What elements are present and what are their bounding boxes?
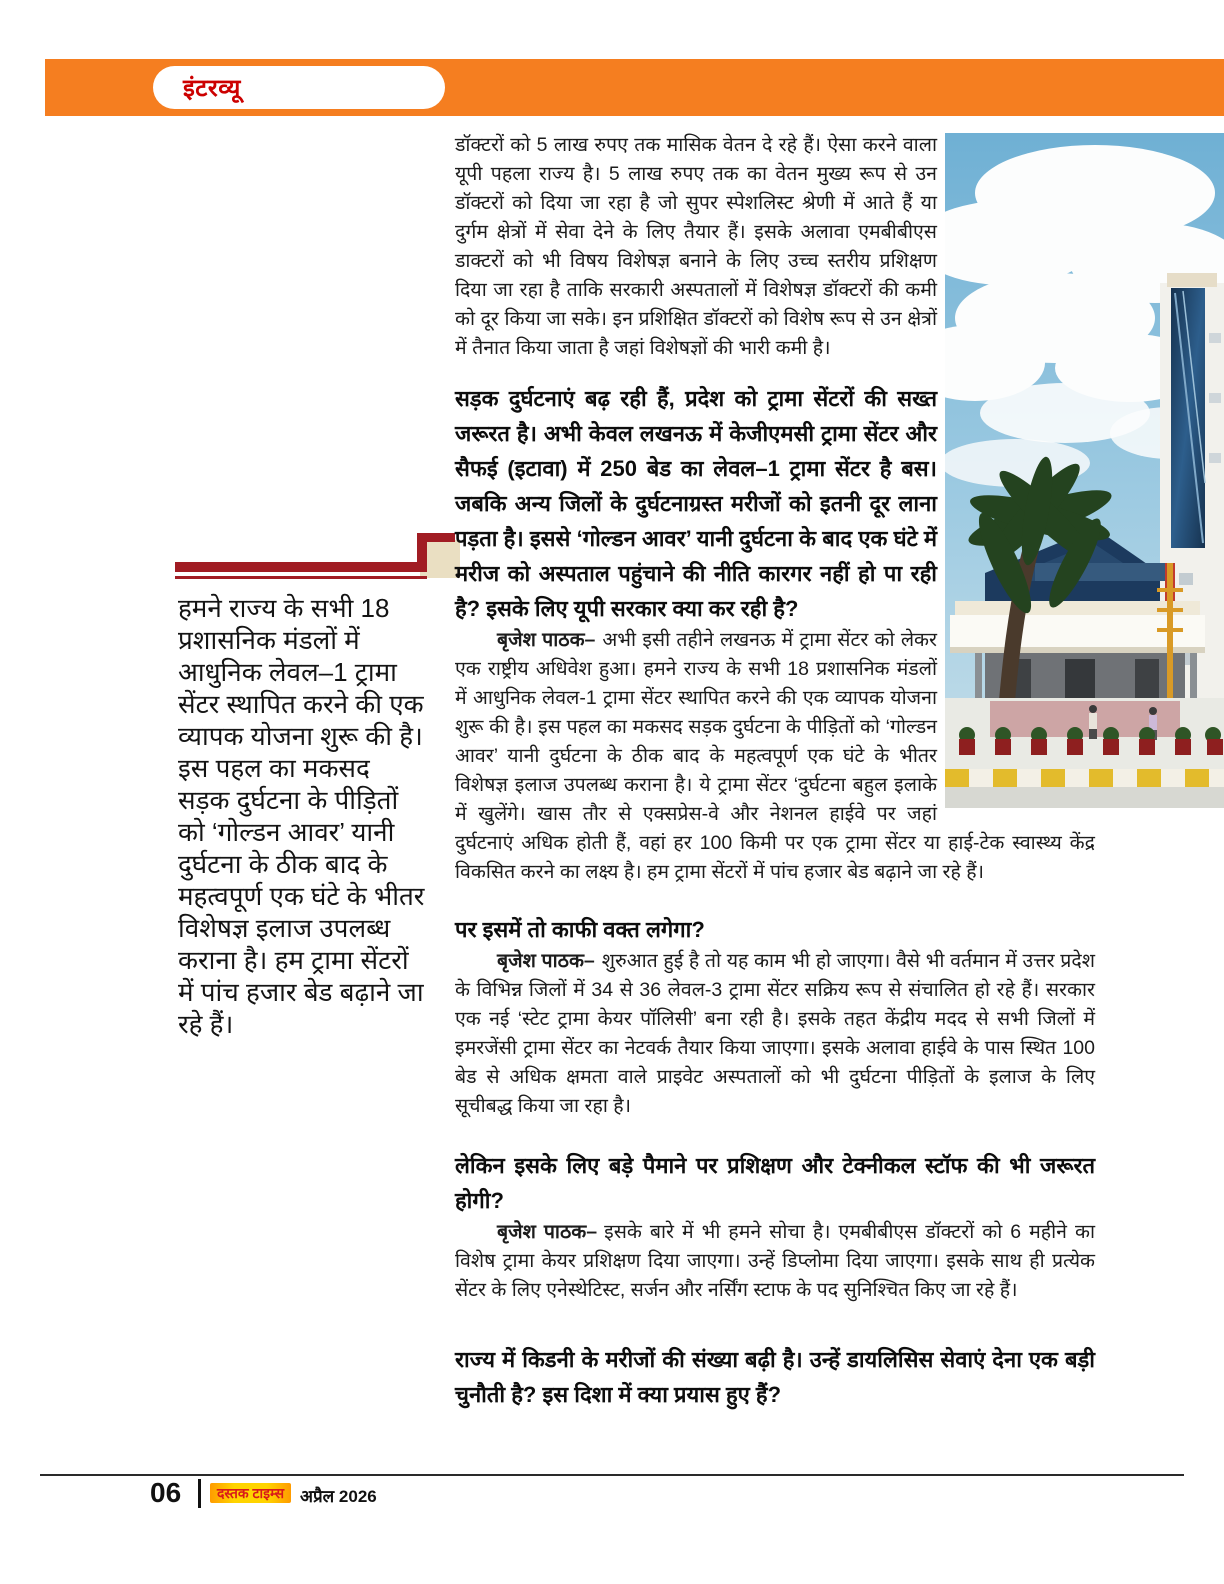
- footer-divider: [198, 1479, 201, 1508]
- pull-quote-text: हमने राज्य के सभी 18 प्रशासनिक मंडलों में आधुनिक लेवल–1 ट्रामा सेंटर स्थापित करने की एक व्यापक योजना शुरू की है। इस पहल का मकसद सड़क दुर्घटना के पीड़ितों को ‘गोल्डन आवर’ यानी दुर्घटना के ठीक बाद के महत्वपूर्ण एक घंटे के भीतर विशेषज्ञ इलाज उपलब्ध कराना है। हम ट्रामा सेंटरों में पांच हजार बेड बढ़ाने जा रहे हैं।: [178, 593, 425, 1039]
- pull-quote-rule-thick: [175, 562, 427, 572]
- question-3: लेकिन इसके लिए बड़े पैमाने पर प्रशिक्षण और टेक्नीकल स्टॉफ की भी जरूरत होगी?: [455, 1153, 1095, 1213]
- section-tag-label: इंटरव्यू: [183, 75, 241, 102]
- speaker-name: बृजेश पाठक–: [497, 950, 595, 972]
- section-tag-pill: [153, 66, 445, 109]
- answer-3: [455, 1218, 1095, 1305]
- footer-issue-date: अप्रैल 2026: [300, 1487, 377, 1506]
- speaker-name: बृजेश पाठक–: [497, 1221, 598, 1243]
- magazine-logo: [210, 1483, 291, 1503]
- question-4: राज्य में किडनी के मरीजों की संख्या बढ़ी है। उन्हें डायलिसिस सेवाएं देना एक बड़ी चुनौती है? इस दिशा में क्या प्रयास हुए हैं?: [455, 1347, 1095, 1407]
- answer-2-text: शुरुआत हुई है तो यह काम भी हो जाएगा। वैसे भी वर्तमान में उत्तर प्रदेश के विभिन्न जिलों में 34 से 36 लेवल-3 ट्रामा सेंटर सक्रिय रूप से संचालित हो रहे हैं। सरकार एक नई ‘स्टेट ट्रामा केयर पॉलिसी’ बना रही है। इसके तहत केंद्रीय मदद से सभी जिलों में इमरजेंसी ट्रामा सेंटर का नेटवर्क तैयार किया जाएगा। इसके अलावा हाईवे के पास स्थित 100 बेड से अधिक क्षमता वाले प्राइवेट अस्पतालों को भी दुर्घटना पीड़ितों के इलाज के लिए सूचीबद्ध किया जा रहा है।: [455, 950, 1095, 1117]
- pull-quote-rule-thin: [175, 576, 427, 579]
- answer-1-text: अभी इसी तहीने लखनऊ में ट्रामा सेंटर को लेकर एक राष्ट्रीय अधिवेश हुआ। हमने राज्य के सभी 18 प्रशासनिक मंडलों में आधुनिक लेवल-1 ट्रामा सेंटर स्थापित करने की एक व्यापक योजना शुरू की है। इस पहल का मकसद सड़क दुर्घटना के पीड़ितों को ‘गोल्डन आवर’ यानी दुर्घटना के ठीक बाद के महत्वपूर्ण एक घंटे के भीतर विशेषज्ञ इलाज उपलब्ध कराना है। ये ट्रामा सेंटर ‘दुर्घटना बहुल इलाके में खुलेंगे। खास तौर से एक्सप्रेस-वे और नेशनल हाईवे पर जहां दुर्घटनाएं अधिक होती हैं, वहां हर 100 किमी पर एक ट्रामा सेंटर या हाई-टेक स्वास्थ्य केंद्र विकसित करने का लक्ष्य है। हम ट्रामा सेंटरों में पांच हजार बेड बढ़ाने जा रहे हैं।: [455, 629, 1095, 883]
- intro-paragraph: डॉक्टरों को 5 लाख रुपए तक मासिक वेतन दे रहे हैं। ऐसा करने वाला यूपी पहला राज्य है। 5 लाख रुपए तक का वेतन मुख्य रूप से उन डॉक्टरों को दिया जा रहा है जो सुपर स्पेशलिस्ट श्रेणी में आते हैं या दुर्गम क्षेत्रों में सेवा देने के लिए तैयार हैं। इसके अलावा एमबीबीएस डाक्टरों को भी विषय विशेषज्ञ बनाने के लिए उच्च स्तरीय प्रशिक्षण दिया जा रहा है ताकि सरकारी अस्पतालों में विशेषज्ञ डॉक्टरों की कमी को दूर किया जा सके। इन प्रशिक्षित डॉक्टरों को विशेष रूप से उन क्षेत्रों में तैनात किया जाता है जहां विशेषज्ञों की भारी कमी है।: [455, 134, 937, 359]
- question-2: पर इसमें तो काफी वक्त लगेगा?: [455, 917, 705, 942]
- speaker-name: बृजेश पाठक–: [497, 629, 596, 651]
- question-1: सड़क दुर्घटनाएं बढ़ रही हैं, प्रदेश को ट्रामा सेंटरों की सख्त जरूरत है। अभी केवल लखनऊ में केजीएमसी ट्रामा सेंटर और सैफई (इटावा) में 250 बेड का लेवल–1 ट्रामा सेंटर है बस। जबकि अन्य जिलों के दुर्घटनाग्रस्त मरीजों को इतनी दूर लाना पड़ता है। इससे ‘गोल्डन आवर’ यानी दुर्घटना के बाद एक घंटे में मरीज को अस्पताल पहुंचाने की नीति कारगर नहीं हो पा रही है? इसके लिए यूपी सरकार क्या कर रही है?: [455, 386, 937, 621]
- header-orange-bar: [45, 59, 1224, 116]
- answer-2: [455, 947, 1095, 1121]
- answer-3-text: इसके बारे में भी हमने सोचा है। एमबीबीएस डॉक्टरों को 6 महीने का विशेष ट्रामा केयर प्रशिक्षण दिया जाएगा। उन्हें डिप्लोमा दिया जाएगा। इसके साथ ही प्रत्येक सेंटर के लिए एनेस्थेटिस्ट, सर्जन और नर्सिंग स्टाफ के पद सुनिश्चित किए जा रहे हैं।: [455, 1221, 1095, 1301]
- footer-rule: [40, 1474, 1184, 1476]
- footer-page-number: 06: [150, 1477, 182, 1508]
- hospital-campus-photo: [945, 133, 1224, 808]
- magazine-logo-text: दस्तक टाइम्स: [217, 1484, 285, 1501]
- hospital-photo-graphic: [945, 133, 1224, 808]
